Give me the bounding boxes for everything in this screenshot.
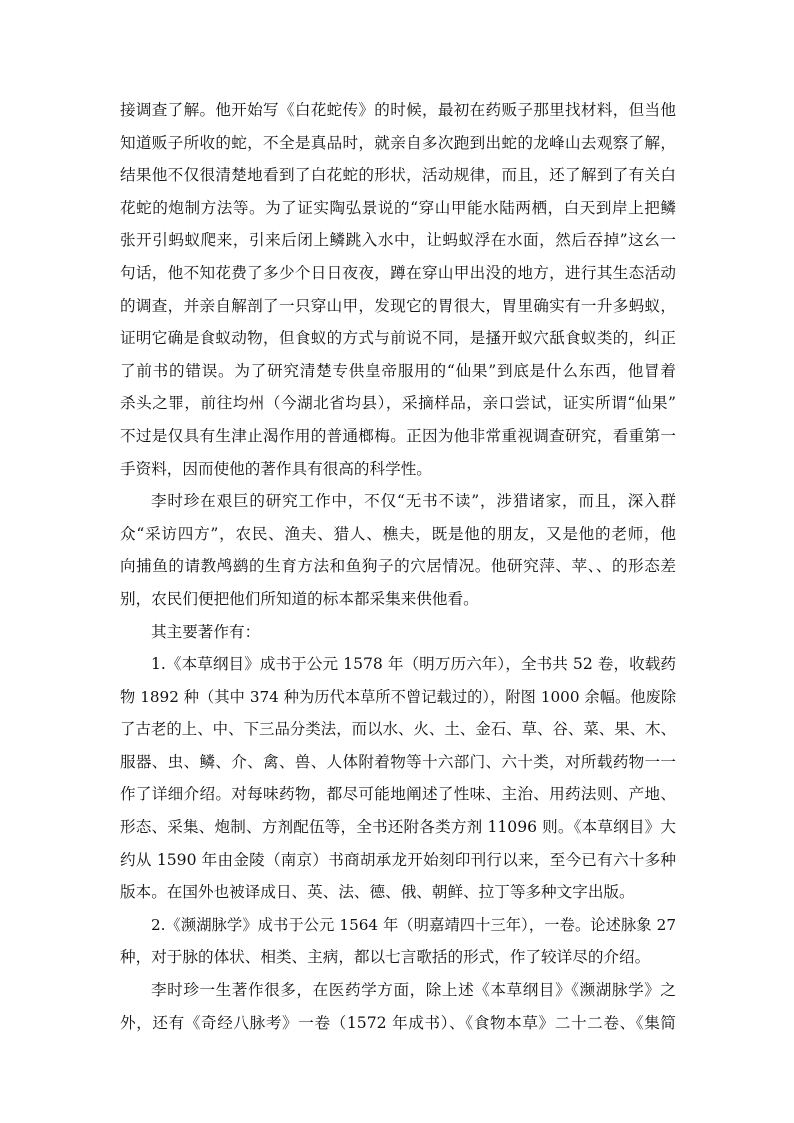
text-line: 李时珍一生著作很多，在医药学方面，除上述《本草纲目》《濒湖脉学》之 <box>151 981 676 1000</box>
text-line: 2.《濒湖脉学》成书于公元 1564 年（明嘉靖四十三年），一卷。论述脉象 27 <box>151 915 676 934</box>
text-line: 种，对于脉的体状、相类、主病，都以七言歌括的形式，作了较详尽的介绍。 <box>120 948 651 967</box>
text-line: 手资料，因而使他的著作具有很高的科学性。 <box>120 459 432 478</box>
text-line: 外，还有《奇经八脉考》一卷（1572 年成书）、《食物本草》二十二卷、《集简 <box>120 1013 676 1032</box>
text-line: 不过是仅具有生津止渴作用的普通榔梅。正因为他非常重视调查研究，看重第一 <box>120 426 676 445</box>
text-line: 了古老的上、中、下三品分类法，而以水、火、土、金石、草、谷、菜、果、木、 <box>120 720 676 739</box>
text-line: 结果他不仅很清楚地看到了白花蛇的形状，活动规律，而且，还了解到了有关白 <box>120 166 676 185</box>
text-line: 服器、虫、鳞、介、禽、兽、人体附着物等十六部门、六十类，对所载药物一一 <box>120 752 676 771</box>
text-line: 的调查，并亲自解剖了一只穿山甲，发现它的胃很大，胃里确实有一升多蚂蚁， <box>120 296 676 315</box>
text-line: 作了详细介绍。对每味药物，都尽可能地阐述了性味、主治、用药法则、产地、 <box>120 785 676 804</box>
text-line: 物 1892 种（其中 374 种为历代本草所不曾记载过的），附图 1000 余幅。他废除 <box>120 687 676 706</box>
text-line: 知道贩子所收的蛇，不全是真品时，就亲自多次跑到出蛇的龙峰山去观察了解， <box>120 133 676 152</box>
text-line: 别，农民们便把他们所知道的标本都采集来供他看。 <box>120 589 479 608</box>
text-line: 李时珍在艰巨的研究工作中，不仅“无书不读”，涉猎诸家，而且，深入群 <box>151 492 676 511</box>
text-line: 花蛇的炮制方法等。为了证实陶弘景说的“穿山甲能水陆两栖，白天到岸上把鳞 <box>120 198 676 217</box>
text-line: 版本。在国外也被译成日、英、法、德、俄、朝鲜、拉丁等多种文字出版。 <box>120 883 635 902</box>
text-line: 约从 1590 年由金陵（南京）书商胡承龙开始刻印刊行以来，至今已有六十多种 <box>120 850 676 869</box>
text-line: 证明它确是食蚁动物，但食蚁的方式与前说不同，是搔开蚁穴舐食蚁类的，纠正 <box>120 329 676 348</box>
text-line: 向捕鱼的请教鸬鹚的生育方法和鱼狗子的穴居情况。他研究萍、苹、、的形态差 <box>120 557 676 576</box>
text-line: 张开引蚂蚁爬来，引来后闭上鳞跳入水中，让蚂蚁浮在水面，然后吞掉”这幺一 <box>120 231 676 250</box>
text-line: 其主要著作有： <box>151 622 261 641</box>
text-line: 句话，他不知花费了多少个日日夜夜，蹲在穿山甲出没的地方，进行其生态活动 <box>120 263 676 282</box>
text-line: 了前书的错误。为了研究清楚专供皇帝服用的“仙果”到底是什么东西，他冒着 <box>120 361 676 380</box>
body-text <box>120 94 676 1039</box>
text-line: 众“采访四方”，农民、渔夫、猎人、樵夫，既是他的朋友，又是他的老师，他 <box>120 524 676 543</box>
text-line: 形态、采集、炮制、方剂配伍等，全书还附各类方剂 11096 则。《本草纲目》大 <box>120 818 676 837</box>
text-line: 杀头之罪，前往均州（今湖北省均县），采摘样品，亲口尝试，证实所谓“仙果” <box>120 394 676 413</box>
text-line: 1.《本草纲目》成书于公元 1578 年（明万历六年），全书共 52 卷，收载药 <box>151 655 676 674</box>
text-line: 接调查了解。他开始写《白花蛇传》的时候，最初在药贩子那里找材料，但当他 <box>120 101 676 119</box>
